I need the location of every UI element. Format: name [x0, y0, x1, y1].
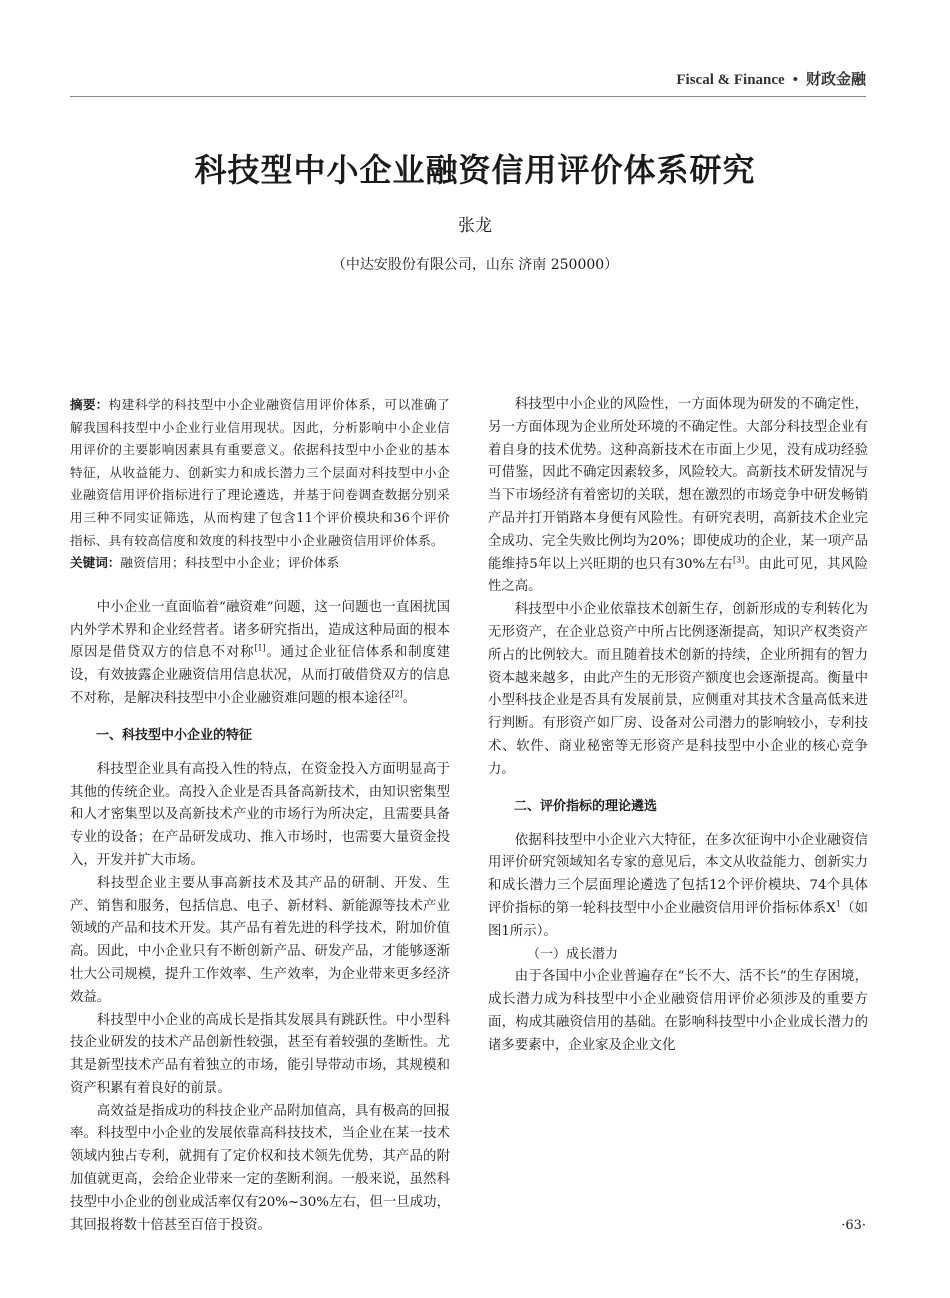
- abstract-text: 构建科学的科技型中小企业融资信用评价体系，可以准确了解我国科技型中小企业行业信用现状。因此，分析影响中小企业信用评价的主要影响因素具有重要意义。依据科技型中小企业的基本特征，从收益能力、创新实力和成长潜力三个层面对科技型中小企业融资信用评价指标进行了理论遴选，并基于问卷调查数据分别采用三种不同实证筛选，从而构建了包含11个评价模块和36个评价指标、具有较高信度和效度的科技型中小企业融资信用评价体系。: [70, 397, 450, 548]
- journal-section-label: [676, 68, 866, 89]
- journal-name-cn: 财政金融: [805, 72, 866, 88]
- abstract: [70, 394, 450, 552]
- header-separator: •: [792, 72, 798, 88]
- superscript: 1: [835, 899, 841, 909]
- section-heading-2: 二、评价指标的理论遴选: [514, 798, 658, 814]
- keywords-text: 融资信用；科技型中小企业；评价体系: [120, 555, 340, 571]
- body-paragraph: 科技型企业具有高投入性的特点，在资金投入方面明显高于其他的传统企业。高投入企业是否具备高新技术，由知识密集型和人才密集型以及高新技术产业的市场行为所决定，且需要具备专业的设备；在产品研发成功、推入市场时，也需要大量资金投入，开发并扩大市场。: [70, 761, 450, 868]
- body-paragraph-continued: 高效益是指成功的科技企业产品附加值高，具有极高的回报率。科技型中小企业的发展依靠高科技技术，当企业在某一技术领域内独占专利，就拥有了定价权和技术领先优势，其产品的附加值就更高，会给企业带来一定的垄断利润。一般来说，虽然科技型中小企业的创业成活率仅有20%~30%左右，但一旦成功，其回报将数十倍甚至百倍于投资。: [70, 1103, 450, 1233]
- left-column: [70, 394, 450, 1237]
- right-column: [488, 394, 868, 1058]
- author-name: 张龙: [458, 216, 492, 236]
- citation-ref: [2]: [391, 689, 403, 699]
- body-paragraph: 依据科技型中小企业六大特征，在多次征询中小企业融资信用评价研究领域知名专家的意见后，本文从收益能力、创新实力和成长潜力三个层面理论遴选了包括12个评价模块、74个具体评价指标的第一轮科技型中小企业融资信用评价指标体系$X^1$（如图1所示）。: [488, 832, 869, 939]
- running-header: [70, 66, 866, 97]
- body-paragraph: 由于各国中小企业普遍存在“长不大、活不长”的生存困境，成长潜力成为科技型中小企业融资信用评价必须涉及的重要方面，构成其融资信用的基础。在影响科技型中小企业成长潜力的诸多要素中，企业家及企业文化: [488, 969, 868, 1053]
- body-paragraph: 科技型中小企业的风险性，一方面体现为研发的不确定性，另一方面体现为企业所处环境的不确定性。大部分科技型企业有着自身的技术优势。这种高新技术在市面上少见，没有成功经验可借鉴，因此不确定因素较多，风险较大。高新技术研发情况与当下市场经济有着密切的关联，想在激烈的市场竞争中研发畅销产品并打开销路本身便有风险性。有研究表明，高新技术企业完全成功、完全失败比例均为20%；即使成功的企业，某一项产品能维持5年以上兴旺期的也只有30%左右[3]。由此可见，其风险性之高。: [488, 397, 869, 595]
- intro-paragraph: 中小企业一直面临着“融资难”问题，这一问题也一直困扰国内外学术界和企业经营者。诸多研究指出，造成这种局面的根本原因是借贷双方的信息不对称[1]。通过企业征信体系和制度建设，有效披露企业融资信用信息状况，从而打破借贷双方的信息不对称，是解决科技型中小企业融资难问题的根本途径[2]。: [70, 599, 450, 706]
- body-paragraph: 科技型企业主要从事高新技术及其产品的研制、开发、生产、销售和服务，包括信息、电子、新材料、新能源等技术产业领域的产品和技术开发。其产品有着先进的科学技术，附加价值高。因此，中小企业只有不断创新产品、研发产品，才能够逐渐壮大公司规模，提升工作效率、生产效率，为企业带来更多经济效益。: [70, 875, 450, 1005]
- citation-ref: [1]: [254, 643, 266, 653]
- article-title: 科技型中小企业融资信用评价体系研究: [194, 151, 756, 189]
- citation-ref: [3]: [733, 555, 745, 565]
- author-affiliation: （中达安股份有限公司，山东 济南 250000）: [331, 257, 619, 273]
- body-paragraph: 科技型中小企业依靠技术创新生存，创新形成的专利转化为无形资产，在企业总资产中所占比例逐渐提高，知识产权类资产所占的比例较大。而且随着技术创新的持续，企业所拥有的智力资本越来越多，由此产生的无形资产额度也会逐渐提高。衡量中小型科技企业是否具有发展前景，应侧重对其技术含量高低来进行判断。有形资产如厂房、设备对公司潜力的影响较小，专利技术、软件、商业秘密等无形资产是科技型中小企业的核心竞争力。: [488, 602, 868, 777]
- keywords: [70, 552, 450, 575]
- journal-name-en: Fiscal & Finance: [676, 72, 785, 88]
- body-paragraph: 科技型中小企业的高成长是指其发展具有跳跃性。中小型科技企业研发的技术产品创新性较强，甚至有着较强的垄断性。尤其是新型技术产品有着独立的市场，能引导带动市场，其规模和资产积累有着良好的前景。: [70, 1012, 450, 1096]
- abstract-label: 摘要：: [70, 397, 109, 412]
- subsection-heading: （一）成长潜力: [527, 946, 619, 962]
- page-number: ·63·: [841, 1218, 866, 1233]
- section-heading-1: 一、科技型中小企业的特征: [96, 727, 253, 743]
- keywords-label: 关键词：: [70, 555, 121, 571]
